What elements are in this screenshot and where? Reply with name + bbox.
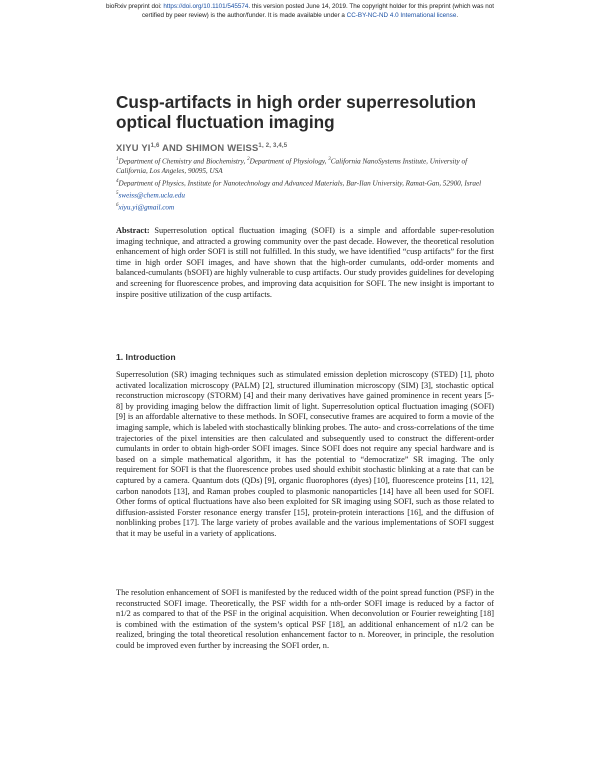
affiliations: $^1$Department of Chemistry and Biochemistry, $^2$Department of Physiology, $^3$California NanoSystems Institute, University of California, Los Angeles, 90095, USA $^4$Department of Physics, Institute for Nanotechnology and Advanced Materials, Bar-Ilan University, Ramat-Gan, 52900, Israel $^5$sweiss@chem.ucla.edu $^6$xiyu.yi@gmail.com xyxy=(116,157,482,211)
body-paragraph: The resolution enhancement of SOFI is manifested by the reduced width of the point spread function (PSF) in the reconstructed SOFI image. Theoretically, the PSF width for a nth-order SOFI image is reduced by a factor of n1/2 as compared to that of the PSF in the original acquisition. When deconvolution or Fourier reweighting [18] is combined with the estimation of the system’s optical PSF [18], an additional enhancement of n1/2 can be realized, bringing the total theoretical resolution enhancement factor to n. Moreover, in principle, the resolution could be improved even further by increasing the SOFI order, n. xyxy=(116,588,494,650)
doi-link[interactable]: https://doi.org/10.1101/545574 xyxy=(163,3,249,10)
author-name: SHIMON WEISS xyxy=(185,142,259,153)
abstract-label: Abstract: xyxy=(116,226,150,235)
license-link[interactable]: CC-BY-NC-ND 4.0 International license xyxy=(346,11,457,19)
banner-line-2: certified by peer review) is the author/funder. It is made available under a CC-BY-NC-ND 4.0 International license. xyxy=(141,11,459,19)
paper-title: Cusp-artifacts in high order superresolution optical fluctuation imaging xyxy=(116,92,477,132)
body-paragraph: Superresolution (SR) imaging techniques such as stimulated emission depletion microscopy (STED) [1], photo activated localization microscopy (PALM) [2], structured illumination microscopy (SIM) [3], stochastic optical reconstruction microscopy (STORM) [4] and their many derivatives have gained prominence in recent years [5-8] by providing imaging below the diffraction limit of light. Superresolution optical fluctuation imaging (SOFI) [9] is an affordable alternative to these methods. In SOFI, consecutive frames are acquired to form a movie of the imaging sample, which is labeled with stochastically blinking probes. The auto- and cross-correlations of the time trajectories of the pixel intensities are then calculated and subsequently used to construct the different-order cumulants in order to obtain high-order SOFI images. Since SOFI does not require any special hardware and is based on a simple mathematical algorithm, it has the potential to “democratize” SR imaging. The only requirement for SOFI is that the fluorescence probes used should exhibit stochastic blinking at a rate that can be captured by a camera. Quantum dots (QDs) [9], organic fluorophores (dyes) [10], fluorescence proteins [11, 12], carbon nanodots [13], and Raman probes coupled to plasmonic nanoparticles [14] have all been used for SOFI. Other forms of optical fluctuations have also been exploited for SR imaging using SOFI, such as those related to diffusion-assisted Forster resonance energy transfer [15], protein-protein interactions [16], and the diffusion of nonblinking probes [17]. The large variety of probes available and the various implementations of SOFI suggest that it may be useful in a variety of applications. xyxy=(116,370,494,538)
email-link[interactable]: sweiss@chem.ucla.edu xyxy=(118,190,185,199)
abstract-text: Superresolution optical fluctuation imaging (SOFI) is a simple and affordable super-resolution imaging technique, and attracted a growing community over the past decade. However, the theoretical resolution enhancement of high order SOFI is still not fulfilled. In this study, we have identified “cusp artifacts” for the first time in high order SOFI images, and have shown that the high-order cumulants, odd-order moments and balanced-cumulants (bSOFI) are highly vulnerable to cusp artifacts. Our study provides guidelines for developing and screening for fluorescence probes, and improving data acquisition for SOFI. The new insight is important to inspire positive utilization of the cusp artifacts. xyxy=(116,226,494,299)
abstract xyxy=(116,226,494,300)
author-name: XIYU YI xyxy=(116,142,151,153)
author-list: XIYU YI$^{1,6}$ AND SHIMON WEISS$^{1, 2, 3,4,5}$ xyxy=(116,142,288,153)
preprint-banner xyxy=(0,3,600,20)
banner-line-1: bioRxiv preprint doi: https://doi.org/10.1101/545574. this version posted June 14, 2019. The copyright holder for this preprint (which was not xyxy=(106,3,494,10)
section-heading: 1. Introduction xyxy=(116,352,176,362)
email-link[interactable]: xiyu.yi@gmail.com xyxy=(118,202,175,211)
